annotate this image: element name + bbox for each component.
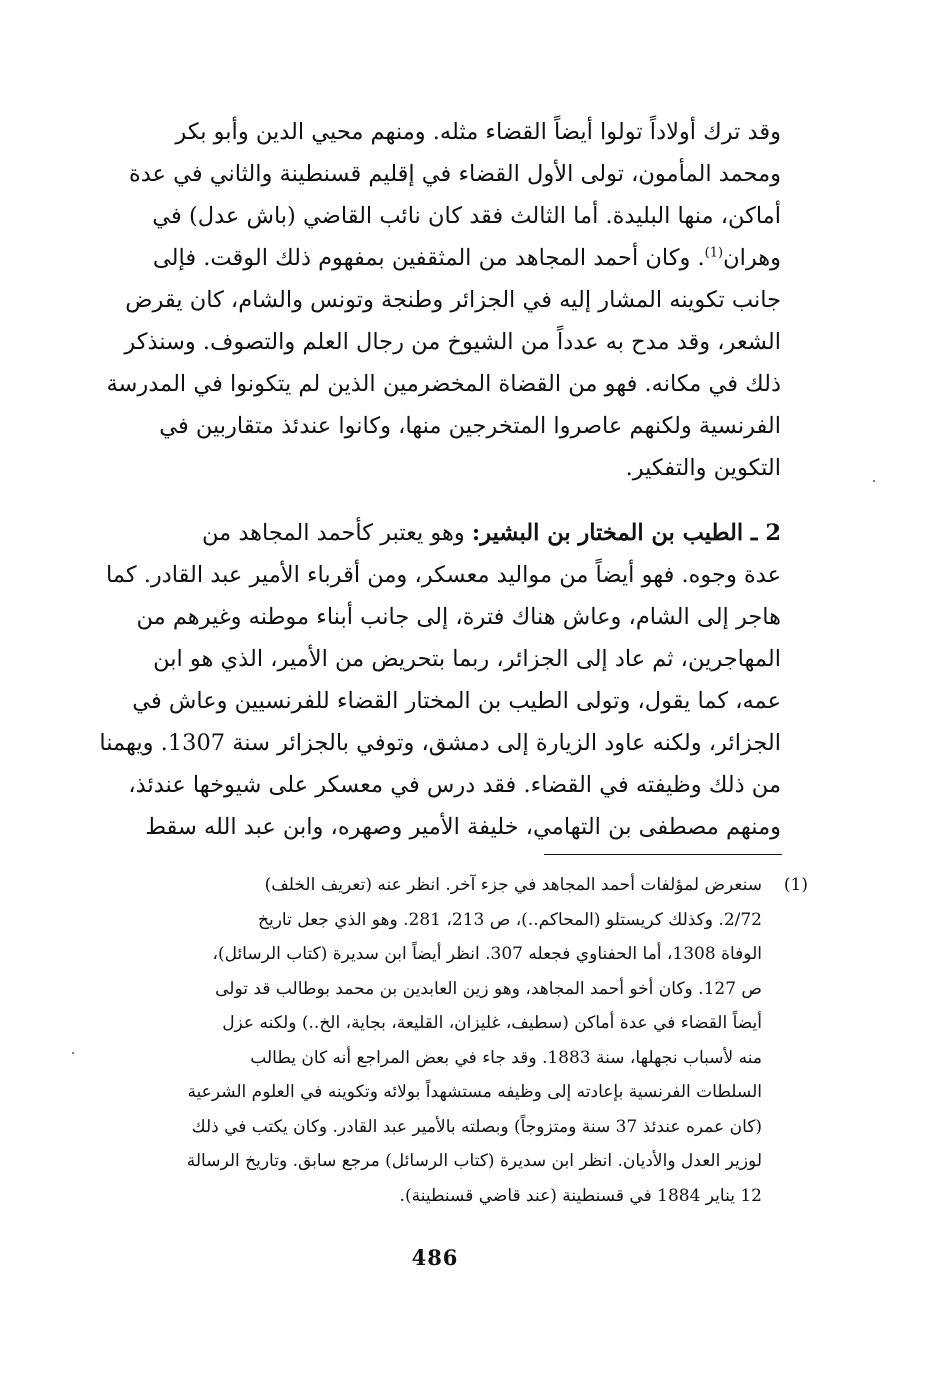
text-line: ذلك في مكانه. فهو من القضاة المخضرمين الذين لم يتكونوا في المدرسة — [106, 371, 781, 397]
heading-continuation: وهو يعتبر كأحمد المجاهد من — [202, 520, 465, 546]
section-heading: 2 ـ الطيب بن المختار بن البشير: — [471, 520, 781, 546]
footnote-section — [78, 868, 808, 1213]
scan-speck — [873, 480, 875, 482]
footnote-line: منه لأسباب نجهلها، سنة 1883. وقد جاء في بعض المراجع أنه كان يطالب — [250, 1047, 762, 1068]
footnote-text — [78, 868, 762, 1213]
footnote-line: لوزير العدل والأديان. انظر ابن سديرة (كتاب الرسائل) مرجع سابق. وتاريخ الرسالة — [186, 1151, 762, 1171]
text-line: عمه، كما يقول، وتولى الطيب بن المختار القضاء للفرنسيين وعاش في — [132, 688, 781, 714]
text-line-rest: . وكان أحمد المجاهد من المثقفين بمفهوم ذلك الوقت. فإلى — [152, 245, 705, 271]
footnote-number: (1) — [783, 875, 808, 895]
paragraph-al-tayyib-ibn-al-mukhtar — [78, 512, 781, 848]
text-line: وقد ترك أولاداً تولوا أيضاً القضاء مثله. ومنهم محيي الدين وأبو بكر — [175, 119, 781, 145]
text-line-with-heading — [78, 512, 781, 554]
text-line: ومنهم مصطفى بن التهامي، خليفة الأمير وصهره، وابن عبد الله سقط — [145, 814, 781, 840]
footnote-line: الوفاة 1308، أما الحفناوي فجعله 307. انظر أيضاً ابن سديرة (كتاب الرسائل)، — [212, 944, 762, 964]
page-number: 486 — [411, 1245, 459, 1270]
footnote-line: أيضاً القضاء في عدة أماكن (سطيف، غليزان، القليعة، بجاية، الخ..) ولكنه عزل — [222, 1013, 762, 1033]
text-line: الجزائر، ولكنه عاود الزيارة إلى دمشق، وتوفي بالجزائر سنة 1307. ويهمنا — [99, 730, 781, 756]
text-line-with-footnote-ref — [78, 237, 781, 279]
text-line: عدة وجوه. فهو أيضاً من مواليد معسكر، ومن أقرباء الأمير عبد القادر. كما — [106, 562, 781, 588]
text-line: ومحمد المأمون، تولى الأول القضاء في إقليم قسنطينة والثاني في عدة — [128, 161, 781, 187]
text-line: جانب تكوينه المشار إليه في الجزائر وطنجة وتونس والشام، كان يقرض — [125, 287, 781, 313]
wahran-word: وهران — [723, 245, 781, 271]
text-line: المهاجرين، ثم عاد إلى الجزائر، ربما بتحريض من الأمير، الذي هو ابن — [153, 646, 781, 672]
footnote-line: ص 127. وكان أخو أحمد المجاهد، وهو زين العابدين بن محمد بوطالب قد تولى — [215, 978, 762, 999]
footnote-line: 2/72. وكذلك كريستلو (المحاكم..)، ص 213، 281. وهو الذي جعل تاريخ — [258, 909, 762, 930]
text-line: من ذلك وظيفته في القضاء. فقد درس في معسكر على شيوخها عندئذ، — [128, 772, 781, 798]
paragraph-ahmad-al-mujahid — [78, 111, 781, 489]
footnote-line: السلطات الفرنسية بإعادته إلى وظيفه مستشهداً بولائه وتكوينه في العلوم الشرعية — [187, 1082, 762, 1102]
text-line: الشعر، وقد مدح به عدداً من الشيوخ من رجال العلم والتصوف. وسنذكر — [124, 329, 781, 355]
text-line: الفرنسية ولكنهم عاصروا المتخرجين منها، وكانوا عندئذ متقاربين في — [159, 413, 781, 439]
footnote-line: (كان عمره عندئذ 37 سنة ومتزوجاً) وبصلته بالأمير عبد القادر. وكان يكتب في ذلك — [191, 1116, 762, 1137]
text-line: أماكن، منها البليدة. أما الثالث فقد كان نائب القاضي (باش عدل) في — [152, 203, 781, 229]
footnote-line: سنعرض لمؤلفات أحمد المجاهد في جزء آخر. انظر عنه (تعريف الخلف) — [264, 875, 762, 895]
footnote-line: 12 يناير 1884 في قسنطينة (عند قاضي قسنطينة). — [399, 1185, 762, 1206]
text-line: هاجر إلى الشام، وعاش هناك فترة، إلى جانب أبناء موطنه وغيرهم من — [136, 604, 781, 630]
footnote-reference[interactable]: (1) — [704, 245, 724, 261]
scan-speck — [72, 1052, 74, 1054]
footnote-divider — [544, 854, 782, 855]
text-line: التكوين والتفكير. — [625, 455, 781, 481]
